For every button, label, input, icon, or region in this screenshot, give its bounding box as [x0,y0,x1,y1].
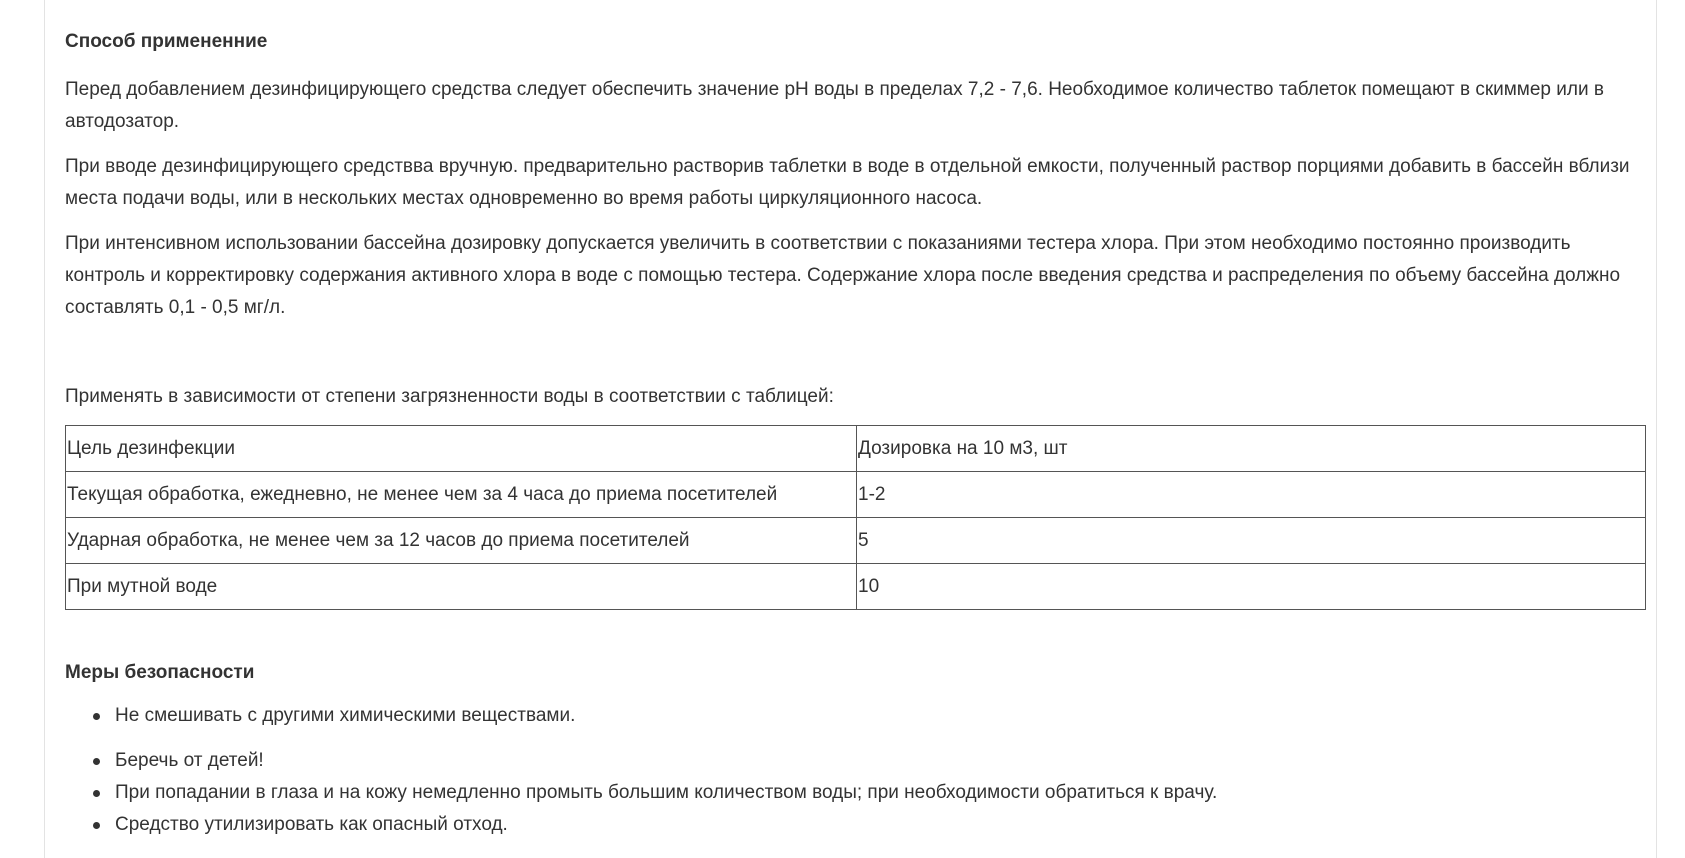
table-cell-dosage: 1-2 [857,472,1646,518]
table-cell-purpose: При мутной воде [66,564,857,610]
table-cell-dosage: 10 [857,564,1646,610]
table-row [66,564,1646,610]
table-header-purpose: Цель дезинфекции [66,426,857,472]
table-cell-purpose: Текущая обработка, ежедневно, не менее чем за 4 часа до приема посетителей [66,472,857,518]
table-cell-purpose: Ударная обработка, не менее чем за 12 часов до приема посетителей [66,518,857,564]
list-item: Средство утилизировать как опасный отход. [115,809,1217,841]
method-paragraph-ph: Перед добавлением дезинфицирующего средства следует обеспечить значение pH воды в пределах 7,2 - 7,6. Необходимое количество таблеток помещают в скиммер или в автодозатор. [65,79,1604,132]
list-item: Не смешивать с другими химическими веществами. [115,700,1217,732]
safety-heading: Меры безопасности [65,662,255,683]
table-header-dosage: Дозировка на 10 м3, шт [857,426,1646,472]
safety-list [65,700,1217,841]
table-cell-dosage: 5 [857,518,1646,564]
method-paragraph-table-intro: Применять в зависимости от степени загрязненности воды в соответствии с таблицей: [65,386,834,407]
table-row [66,518,1646,564]
method-paragraph-manual: При вводе дезинфицирующего средствва вручную. предварительно растворив таблетки в воде в отдельной емкости, полученный раствор порциями добавить в бассейн вблизи места подачи воды, или в нескольких местах одновременно во время работы циркуляционного насоса. [65,156,1630,209]
method-paragraph-intensive: При интенсивном использовании бассейна дозировку допускается увеличить в соответствии с показаниями тестера хлора. При этом необходимо постоянно производить контроль и корректировку содержания активного хлора в воде с помощью тестера. Содержание хлора после введения средства и распределения по объему бассейна должно составлять 0,1 - 0,5 мг/л. [65,233,1621,318]
table-row [66,472,1646,518]
list-item: Беречь от детей! [115,745,1217,777]
dosage-table [65,425,1646,610]
method-heading: Способ примененние [65,31,268,52]
list-item: При попадании в глаза и на кожу немедленно промыть большим количеством воды; при необходимости обратиться к врачу. [115,777,1217,809]
table-header-row [66,426,1646,472]
